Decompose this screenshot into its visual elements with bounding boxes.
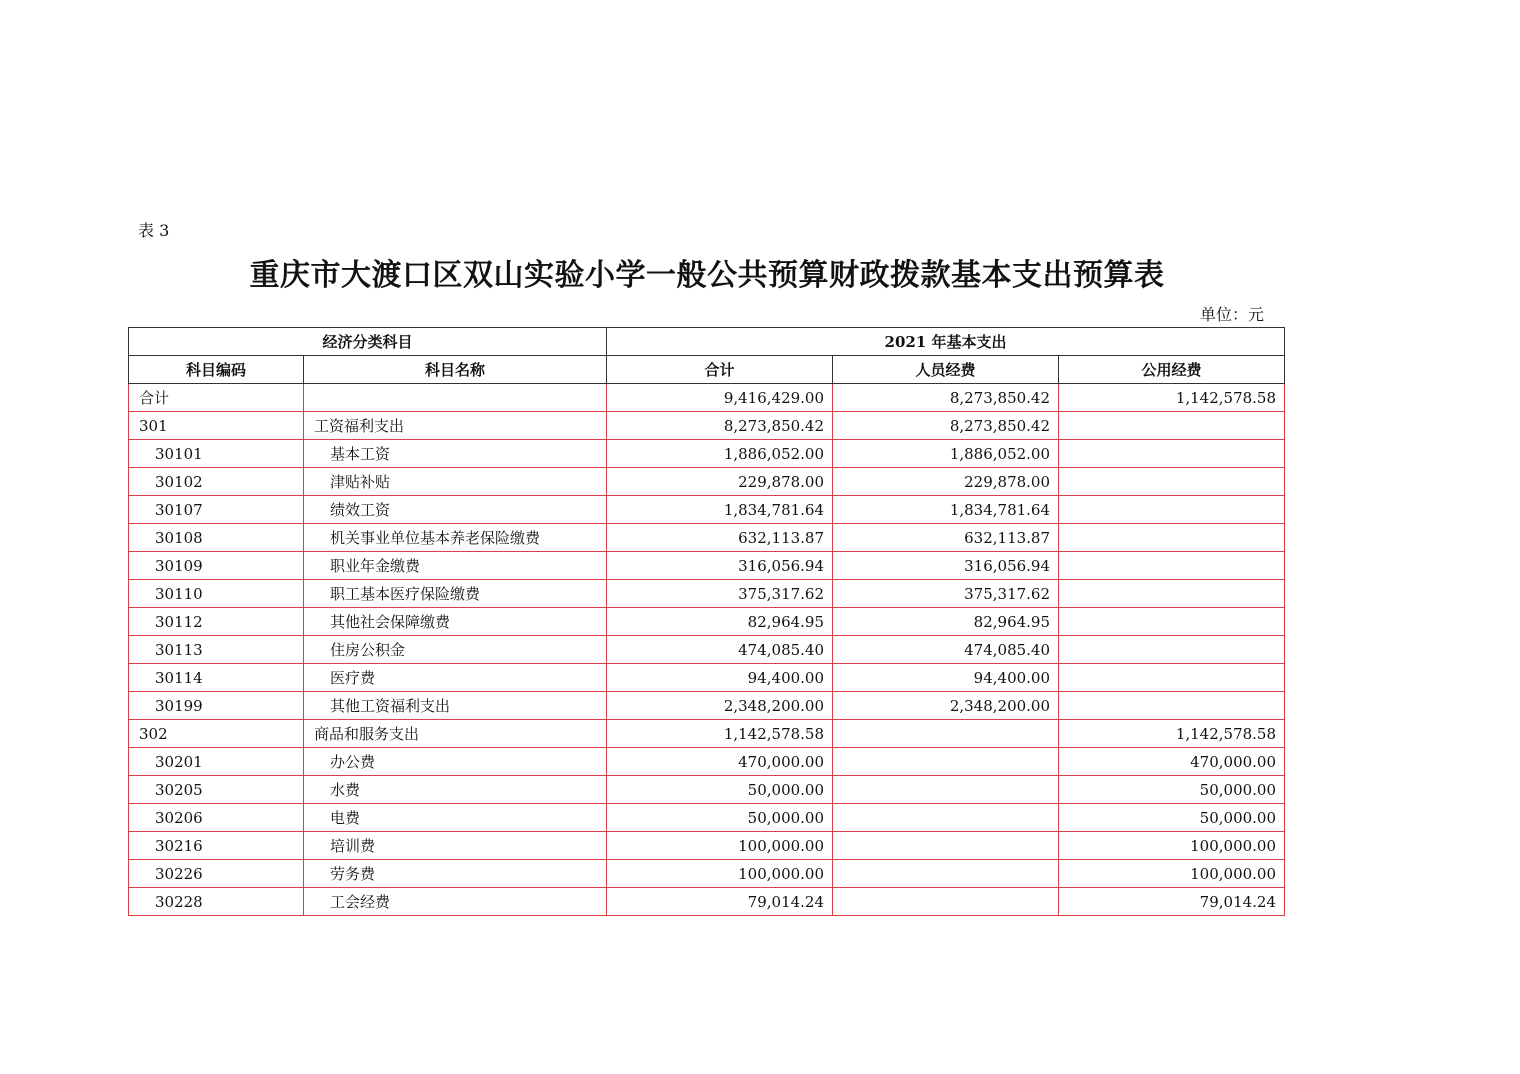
group-header-economic-class: 经济分类科目: [129, 328, 607, 356]
cell-public: [1059, 608, 1285, 636]
cell-total: 9,416,429.00: [607, 384, 833, 412]
table-row: [129, 496, 1285, 524]
cell-name: 职工基本医疗保险缴费: [304, 580, 607, 608]
cell-name: 电费: [304, 804, 607, 832]
cell-personnel: [833, 804, 1059, 832]
cell-total: 100,000.00: [607, 832, 833, 860]
cell-personnel: [833, 832, 1059, 860]
table-header: [129, 328, 1285, 384]
cell-public: 1,142,578.58: [1059, 720, 1285, 748]
column-header-code: 科目编码: [129, 356, 304, 384]
cell-name: 培训费: [304, 832, 607, 860]
cell-public: [1059, 664, 1285, 692]
cell-code: 30112: [129, 608, 304, 636]
cell-personnel: [833, 748, 1059, 776]
cell-name: 职业年金缴费: [304, 552, 607, 580]
cell-code: 30216: [129, 832, 304, 860]
cell-public: [1059, 580, 1285, 608]
cell-code: 30109: [129, 552, 304, 580]
table-row: [129, 692, 1285, 720]
cell-public: 50,000.00: [1059, 776, 1285, 804]
cell-total: 470,000.00: [607, 748, 833, 776]
cell-code: 30201: [129, 748, 304, 776]
cell-code: 30101: [129, 440, 304, 468]
cell-code: 30199: [129, 692, 304, 720]
table-row: [129, 776, 1285, 804]
cell-personnel: [833, 888, 1059, 916]
column-header-public: 公用经费: [1059, 356, 1285, 384]
cell-public: [1059, 692, 1285, 720]
cell-personnel: 94,400.00: [833, 664, 1059, 692]
cell-total: 632,113.87: [607, 524, 833, 552]
table-row: [129, 608, 1285, 636]
cell-personnel: 82,964.95: [833, 608, 1059, 636]
table-row: [129, 384, 1285, 412]
cell-name: 商品和服务支出: [304, 720, 607, 748]
unit-label: 单位：元: [1200, 305, 1265, 324]
table-row: [129, 860, 1285, 888]
cell-total: 94,400.00: [607, 664, 833, 692]
cell-total: 82,964.95: [607, 608, 833, 636]
table-row: [129, 552, 1285, 580]
cell-personnel: 2,348,200.00: [833, 692, 1059, 720]
cell-total: 100,000.00: [607, 860, 833, 888]
table-row: [129, 580, 1285, 608]
table-row: [129, 468, 1285, 496]
budget-table: [128, 327, 1285, 916]
cell-personnel: 375,317.62: [833, 580, 1059, 608]
cell-code: 30110: [129, 580, 304, 608]
cell-code: 30205: [129, 776, 304, 804]
cell-name: 医疗费: [304, 664, 607, 692]
cell-personnel: 229,878.00: [833, 468, 1059, 496]
cell-public: [1059, 524, 1285, 552]
cell-total: 1,142,578.58: [607, 720, 833, 748]
cell-name: 住房公积金: [304, 636, 607, 664]
cell-name: 水费: [304, 776, 607, 804]
cell-public: 50,000.00: [1059, 804, 1285, 832]
table-row: [129, 720, 1285, 748]
cell-name: 机关事业单位基本养老保险缴费: [304, 524, 607, 552]
cell-total: 50,000.00: [607, 776, 833, 804]
cell-name: 其他工资福利支出: [304, 692, 607, 720]
cell-public: [1059, 552, 1285, 580]
cell-public: 100,000.00: [1059, 860, 1285, 888]
cell-total: 8,273,850.42: [607, 412, 833, 440]
cell-public: [1059, 412, 1285, 440]
cell-name: 基本工资: [304, 440, 607, 468]
table-row: [129, 664, 1285, 692]
cell-public: 79,014.24: [1059, 888, 1285, 916]
cell-public: [1059, 440, 1285, 468]
cell-name: [304, 384, 607, 412]
cell-name: 绩效工资: [304, 496, 607, 524]
cell-personnel: 8,273,850.42: [833, 384, 1059, 412]
column-header-personnel: 人员经费: [833, 356, 1059, 384]
cell-public: 470,000.00: [1059, 748, 1285, 776]
cell-name: 劳务费: [304, 860, 607, 888]
cell-code: 302: [129, 720, 304, 748]
table-row: [129, 888, 1285, 916]
table-row: [129, 440, 1285, 468]
cell-personnel: 316,056.94: [833, 552, 1059, 580]
cell-personnel: 1,834,781.64: [833, 496, 1059, 524]
group-header-basic-expenditure: 2021 年基本支出: [607, 328, 1285, 356]
cell-code: 30113: [129, 636, 304, 664]
cell-public: 100,000.00: [1059, 832, 1285, 860]
cell-code: 30108: [129, 524, 304, 552]
table-row: [129, 524, 1285, 552]
group-header-row: [129, 328, 1285, 356]
cell-code: 合计: [129, 384, 304, 412]
cell-total: 316,056.94: [607, 552, 833, 580]
table-body: [129, 384, 1285, 916]
cell-name: 其他社会保障缴费: [304, 608, 607, 636]
cell-code: 30206: [129, 804, 304, 832]
cell-personnel: [833, 860, 1059, 888]
cell-public: 1,142,578.58: [1059, 384, 1285, 412]
cell-public: [1059, 468, 1285, 496]
cell-total: 1,834,781.64: [607, 496, 833, 524]
cell-personnel: 632,113.87: [833, 524, 1059, 552]
cell-personnel: 1,886,052.00: [833, 440, 1059, 468]
cell-name: 津贴补贴: [304, 468, 607, 496]
document-title: 重庆市大渡口区双山实验小学一般公共预算财政拨款基本支出预算表: [249, 258, 1165, 293]
table-row: [129, 832, 1285, 860]
cell-personnel: 8,273,850.42: [833, 412, 1059, 440]
cell-code: 30226: [129, 860, 304, 888]
cell-public: [1059, 636, 1285, 664]
cell-code: 30107: [129, 496, 304, 524]
column-header-name: 科目名称: [304, 356, 607, 384]
table-number-label: 表 3: [138, 221, 170, 240]
cell-personnel: [833, 720, 1059, 748]
cell-code: 30102: [129, 468, 304, 496]
cell-personnel: [833, 776, 1059, 804]
cell-name: 工资福利支出: [304, 412, 607, 440]
table-row: [129, 748, 1285, 776]
cell-total: 474,085.40: [607, 636, 833, 664]
cell-code: 30228: [129, 888, 304, 916]
cell-total: 2,348,200.00: [607, 692, 833, 720]
table-row: [129, 804, 1285, 832]
cell-total: 50,000.00: [607, 804, 833, 832]
cell-total: 375,317.62: [607, 580, 833, 608]
cell-code: 301: [129, 412, 304, 440]
cell-total: 229,878.00: [607, 468, 833, 496]
table-row: [129, 412, 1285, 440]
cell-personnel: 474,085.40: [833, 636, 1059, 664]
table-row: [129, 636, 1285, 664]
cell-code: 30114: [129, 664, 304, 692]
cell-total: 79,014.24: [607, 888, 833, 916]
cell-public: [1059, 496, 1285, 524]
cell-total: 1,886,052.00: [607, 440, 833, 468]
column-header-row: [129, 356, 1285, 384]
column-header-total: 合计: [607, 356, 833, 384]
cell-name: 办公费: [304, 748, 607, 776]
cell-name: 工会经费: [304, 888, 607, 916]
